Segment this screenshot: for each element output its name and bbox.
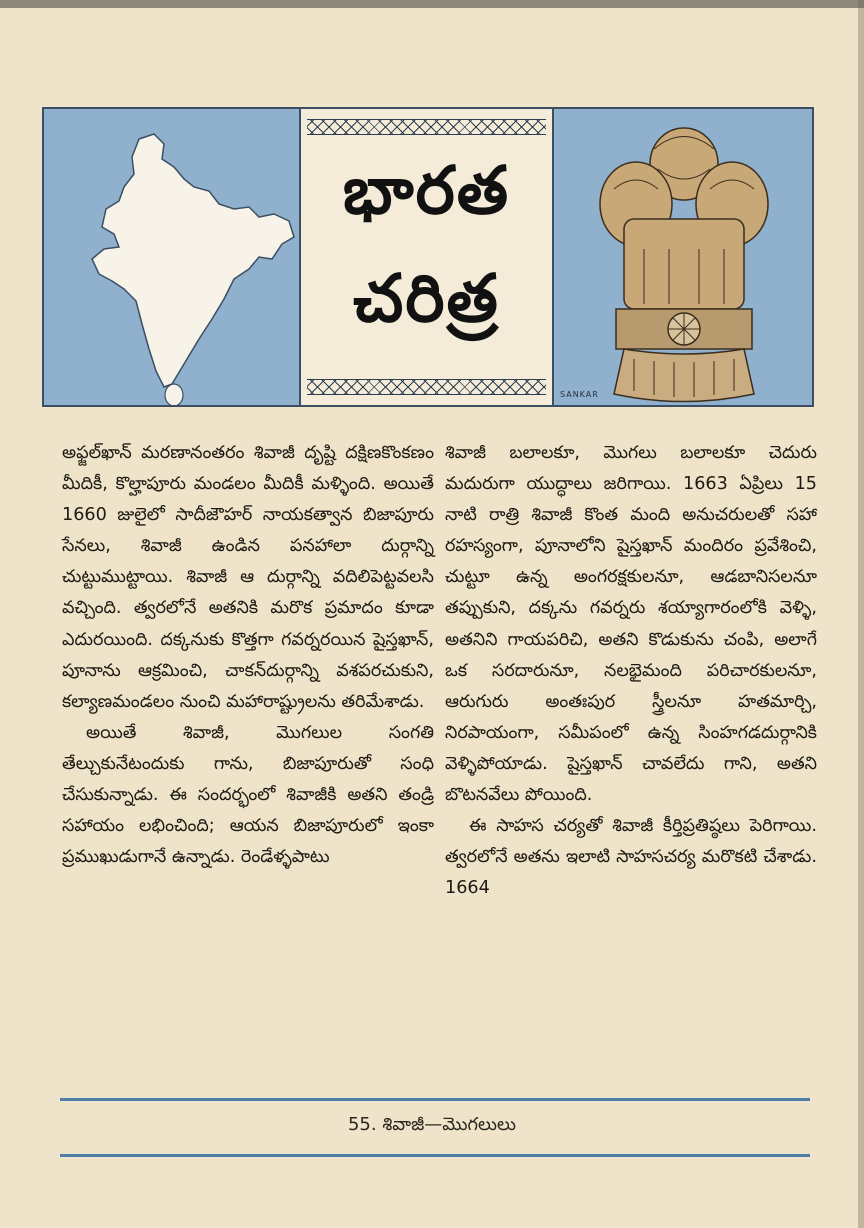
page-footer: 55. శివాజీ—మొగలులు <box>347 1114 516 1135</box>
title-panel <box>299 109 554 405</box>
header-banner <box>42 107 814 407</box>
page-edge-right <box>858 0 864 1228</box>
paragraph: ఈ సాహస చర్యతో శివాజీ కీర్తిప్రతిష్ఠలు పెరిగాయి. త్వరలోనే అతను ఇలాటి సాహసచర్య మరొకటి చేశాడు. 1664 <box>445 816 817 899</box>
paragraph: అఫ్జల్‌ఖాన్ మరణానంతరం శివాజీ దృష్టి దక్షిణకొంకణం మీదికీ, కొల్హాపూరు మండలం మీదికీ మళ్ళింది. అయితే 1660 జులైలో సాదీజౌహర్ నాయకత్వాన బిజాపూరు సేనలు, శివాజీ ఉండిన పనహాలా దుర్గాన్ని చుట్టుముట్టాయి. శివాజీ ఆ దుర్గాన్ని వదిలిపెట్టవలసి వచ్చింది. త్వరలోనే అతనికి మరొక ప్రమాదం కూడా ఎదురయింది. దక్కనుకు కొత్తగా గవర్నరయిన షైస్తఖాన్, పూనాను ఆక్రమించి, చాకన్‌దుర్గాన్ని వశపరచుకుని, కల్యాణమండలం నుంచి మహారాష్ట్రులను తరిమేశాడు. <box>62 443 434 712</box>
decorative-border-bottom <box>307 379 546 395</box>
india-map-panel <box>44 109 299 405</box>
emblem-panel <box>554 109 812 405</box>
footer-rule-top <box>60 1098 810 1101</box>
decorative-border-top <box>307 119 546 135</box>
paragraph: శివాజీ బలాలకూ, మొగలు బలాలకూ చెదురు మదురుగా యుద్ధాలు జరిగాయి. 1663 ఏప్రిలు 15 నాటి రాత్రి శివాజీ కొంత మంది అనుచరులతో సహా రహస్యంగా, పూనాలోని షైస్తఖాన్ మందిరం ప్రవేశించి, చుట్టూ ఉన్న అంగరక్షకులనూ, ఆడబానిసలనూ తప్పుకుని, దక్కను గవర్నరు శయ్యాగారంలోకి వెళ్ళి, అతనిని గాయపరిచి, అతని కొడుకును చంపి, అలాగే ఒక సరదారునూ, నలభైమంది పరిచారకులనూ, ఆరుగురు అంతఃపుర స్త్రీలనూ హతమార్చి, నిరపాయంగా, సమీపంలో ఉన్న సింహగడదుర్గానికి వెళ్ళిపోయాడు. షైస్తఖాన్ చావలేదు గాని, అతని బొటనవేలు పోయింది. <box>445 443 817 806</box>
page-edge <box>0 0 864 8</box>
footer-rule-bottom <box>60 1154 810 1157</box>
paragraph: అయితే శివాజీ, మొగలుల సంగతి తేల్చుకునేటందుకు గాను, బిజాపూరుతో సంధి చేసుకున్నాడు. ఈ సందర్భంలో శివాజీకి అతని తండ్రి సహాయం లభించింది; ఆయన బిజాపూరులో ఇంకా ప్రముఖుడుగానే ఉన్నాడు. రెండేళ్ళపాటు <box>62 722 434 868</box>
right-column <box>445 438 817 904</box>
artist-signature: SANKAR <box>560 390 599 399</box>
india-map-icon <box>44 109 299 405</box>
left-column <box>62 438 434 873</box>
lion-capital-emblem-icon <box>554 109 812 405</box>
title-line-2: చరిత్ర <box>353 259 500 337</box>
title-line-1: భారత <box>342 151 511 229</box>
